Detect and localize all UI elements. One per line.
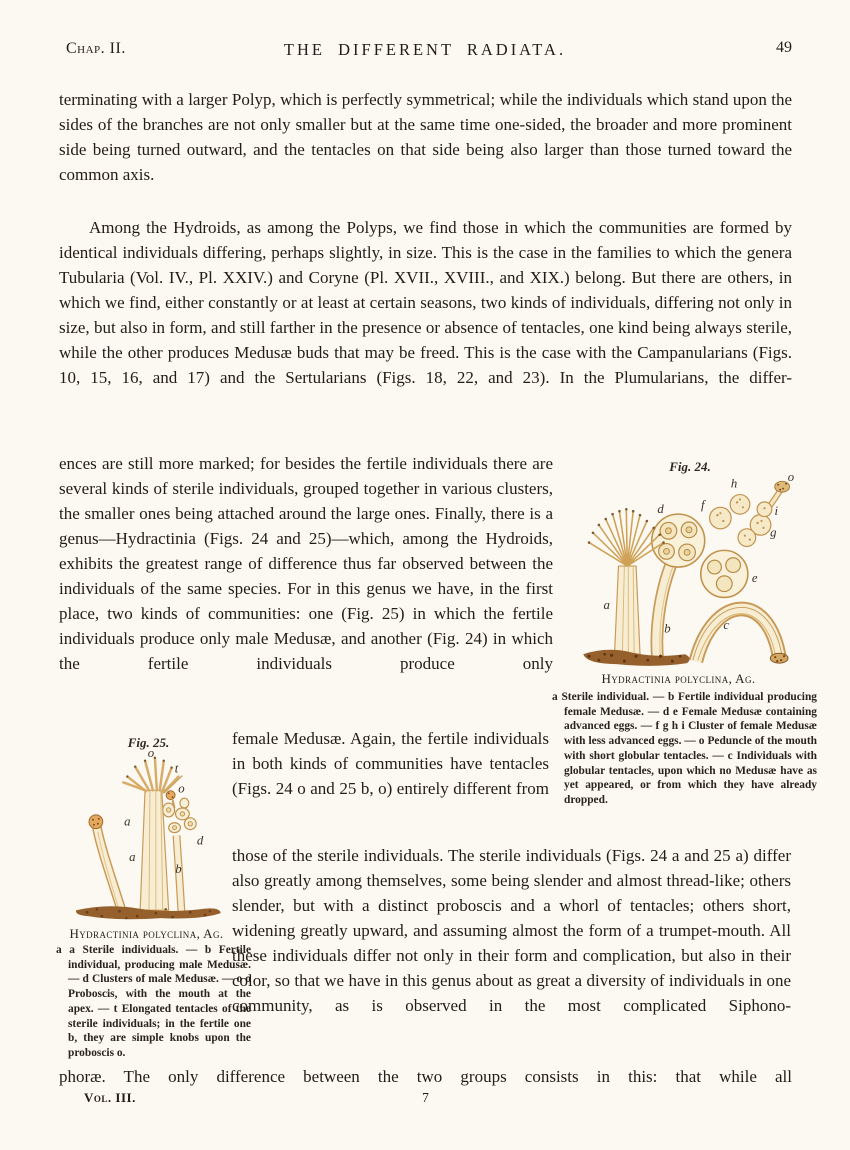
fig24-part-label-f: f [700,498,705,513]
fig24-part-label-i: i [774,504,779,519]
fig24-part-label-g: g [770,525,777,540]
fig24-part-label-b: b [664,621,671,636]
fig24-part-label-d: d [657,502,664,517]
page-number: 49 [776,39,792,56]
running-title: THE DIFFERENT RADIATA. [283,40,567,59]
fig24-illustration [575,472,805,668]
paragraph-2-beside-fig25: those of the sterile individuals. The sterile individuals (Figs. 24 a and 25 a) differ also greatly among themselves, some being slender and almost thread-like; others slender, but with a distinct proboscis and a whorl of tentacles; others short, widening greatly upward, and assuming almost the form of a trumpet-mouth. All these individuals differ not only in their form and complication, but also in their color, so that we have in this genus about as great a diversity of individuals in one community, as is observed in the most complicated Siphono- [232,846,791,1015]
paragraph-2-beside-fig24: ences are still more marked; for besides the fertile individuals there are several kinds of sterile individuals, grouped together in various clusters, the smaller ones being attached around the large ones. Finally, there is a genus—Hydractinia (Figs. 24 and 25)—which, among the Hydroids, exhibits the greatest range of difference thus far observed between the individuals of the same species. For in this genus we have, in the first place, two kinds of communities: one (Fig. 25) in which the fertile individuals produce only male Medusæ, and another (Fig. 24) in which the fertile individuals produce only [59,454,553,673]
fig24-part-label-e: e [751,570,758,585]
paragraph-2-full-width: Among the Hydroids, as among the Polyps, we find those in which the communities are formed by identical individuals differing, perhaps slightly, in size. This is the case in the families to which the genera Tubularia (Vol. IV., Pl. XXIV.) and Coryne (Pl. XVII., XVIII., and XIX.) belong. But there are others, in which we find, either constantly or at least at certain seasons, two kinds of individuals, differing not only in size, but also in form, and still farther in the presence or absence of tentacles, one kind being always sterile, while the other produces Medusæ buds that may be freed. This is the case with the Campanularians (Figs. 10, 15, 16, and 17) and the Sertularians (Figs. 18, 22, and 23). In the Plumularians, the differ- [59,218,792,387]
fig25-part-label-a-upper: a [124,814,131,829]
fig25-part-label-a-lower: a [129,850,136,865]
fig25-part-label-d: d [196,833,204,848]
chapter-heading: Chap. II. [66,40,126,57]
fig24-caption: a Sterile individual. — b Fertile individual producing female Medusæ. — d e Female Medusæ containing advanced eggs. — f g h i Cluster of female Medusæ with less advanced eggs. — o Peduncle of the mouth with short globular tentacles. — c Individuals with globular tentacles, upon which no Medusæ have as yet appeared, or from which they have already dropped. [552,691,817,806]
fig25-illustration [62,749,235,924]
fig24-part-label-h: h [730,476,738,491]
fig25-caption: a a Sterile individuals. — b Fertile individual, producing male Medusæ. — d Clusters of male Medusæ. — o o Proboscis, with the mouth at the apex. — t Elongated tentacles of the sterile individuals; in the fertile one b, they are simple knobs upon the proboscis o. [56,944,251,1059]
paragraph-2-between-figures: female Medusæ. Again, the fertile individuals in both kinds of communities have tentacles (Figs. 24 o and 25 b, o) entirely different from [232,729,549,798]
fig25-part-label-b: b [175,861,182,876]
signature-number: 7 [422,1090,429,1105]
volume-label: Vol. III. [84,1090,136,1105]
fig24-part-label-o: o [787,472,795,484]
fig24-part-label-a: a [603,598,610,613]
paragraph-2-last-line: phoræ. The only difference between the two groups consists in this: that while all [59,1067,792,1086]
fig25-part-label-t: t [174,761,179,776]
fig25-caption-title: Hydractinia polyclina, Ag. [69,926,224,941]
paragraph-1: terminating with a larger Polyp, which is perfectly symmetrical; while the individuals which stand upon the sides of the branches are not only smaller but at the same time one-sided, the broader and more prominent side being turned outward, and the tentacles on that side being also larger than those turned toward the common axis. [59,90,792,184]
fig24-label: Fig. 24. [669,459,711,474]
fig25-part-label-o-right: o [178,781,185,796]
fig24-part-label-c: c [723,617,730,632]
fig25-label: Fig. 25. [127,735,170,750]
fig25-part-label-o-top: o [147,749,155,760]
fig24-caption-title: Hydractinia polyclina, Ag. [601,671,756,686]
